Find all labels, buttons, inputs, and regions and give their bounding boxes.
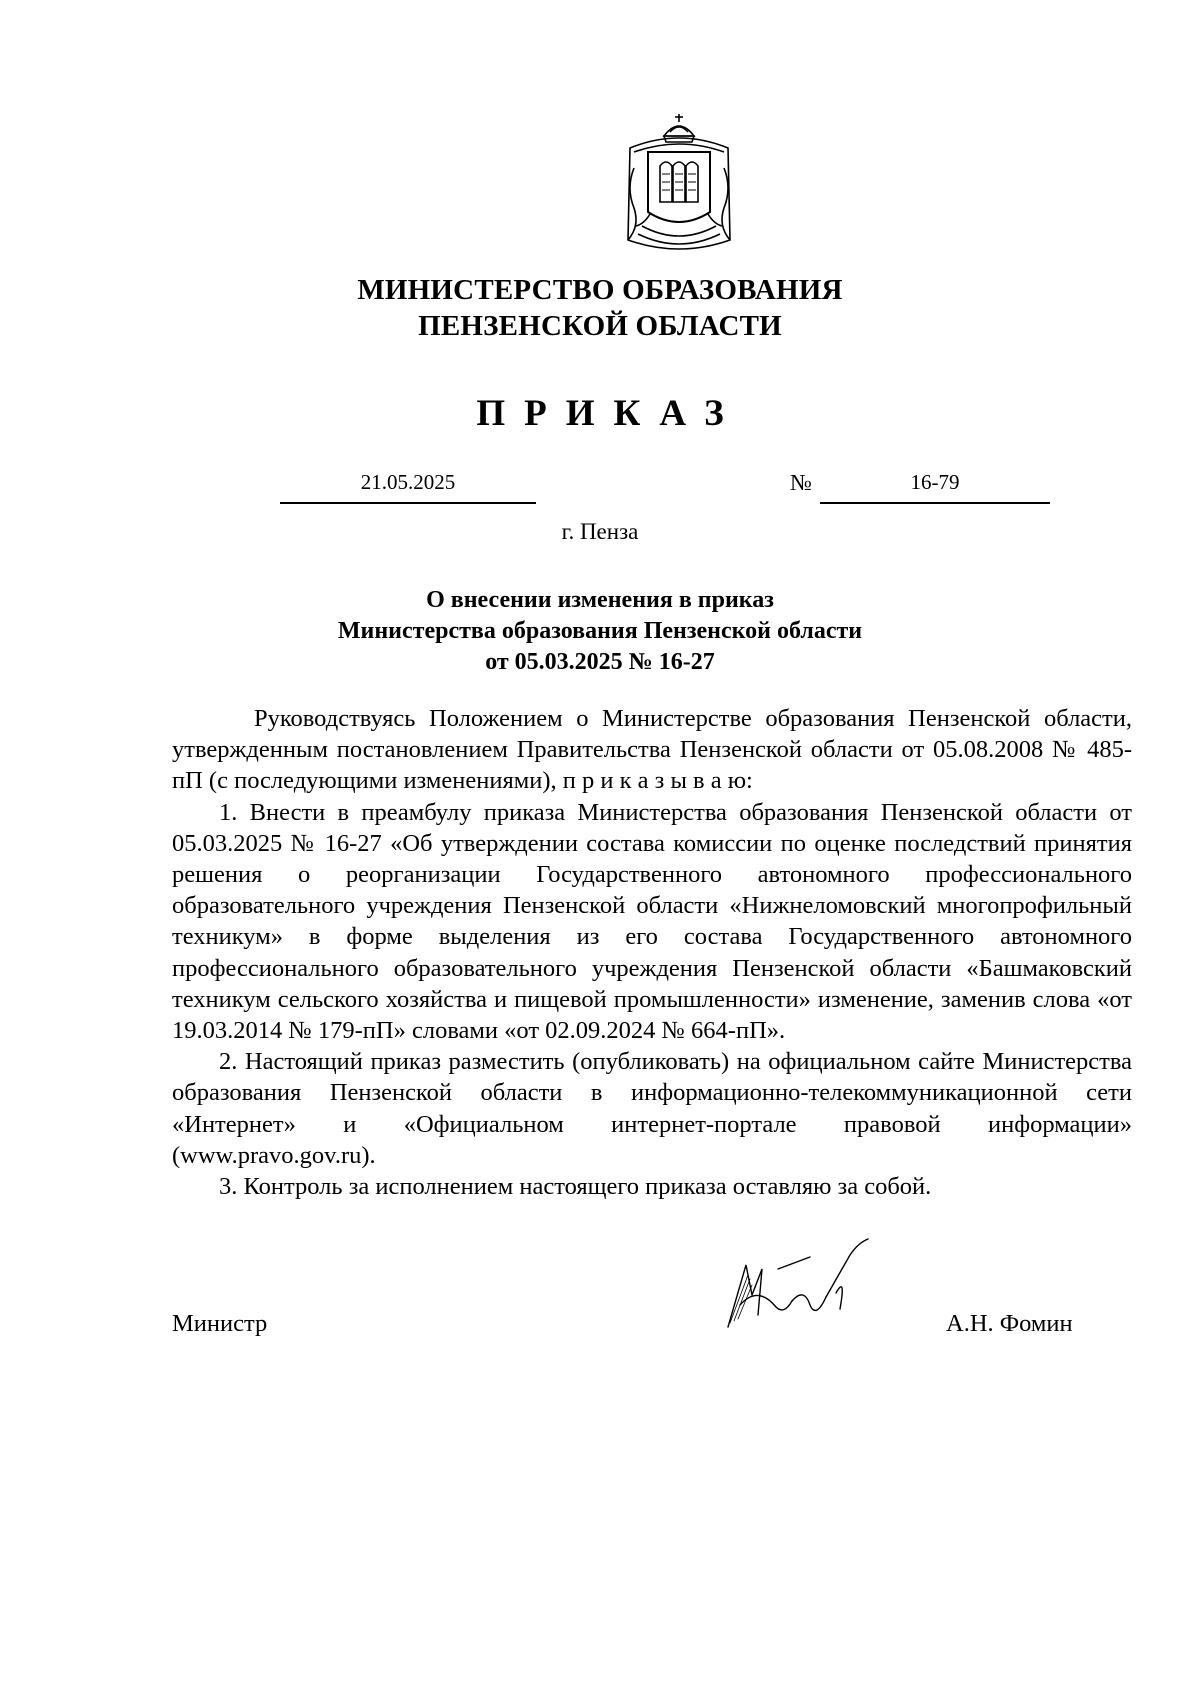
subject-line1: О внесении изменения в приказ bbox=[426, 587, 774, 613]
document-subject bbox=[0, 585, 1200, 678]
subject-line3: от 05.03.2025 № 16-27 bbox=[485, 649, 715, 675]
signer-position: Министр bbox=[172, 1310, 268, 1337]
order-item-2: 2. Настоящий приказ разместить (опубликовать) на официальном сайте Министерства образования Пензенской области в информационно-телекоммуникационной сети «Интернет» и «Официальном интернет-портале правовой информации» (www.pravo.gov.ru). bbox=[172, 1048, 1132, 1169]
signer-name: А.Н. Фомин bbox=[946, 1310, 1073, 1337]
number-underline bbox=[820, 502, 1050, 504]
ministry-name-line1: МИНИСТЕРСТВО ОБРАЗОВАНИЯ bbox=[357, 274, 843, 306]
document-city: г. Пенза bbox=[561, 519, 639, 544]
order-item-1: 1. Внести в преамбулу приказа Министерства образования Пензенской области от 05.03.2025 № 16-27 «Об утверждении состава комиссии по оценке последствий принятия решения о реорганизации Государственного автономного профессионального образовательного учреждения Пензенской области «Нижнеломовский многопрофильный техникум» в форме выделения из его состава Государственного автономного профессионального образовательного учреждения Пензенской области «Башмаковский техникум сельского хозяйства и пищевой промышленности» изменение, заменив слова «от 19.03.2014 № 179-пП» словами «от 02.09.2024 № 664-пП». bbox=[172, 798, 1132, 1045]
number-sign: № bbox=[790, 470, 812, 495]
ministry-name bbox=[0, 272, 1200, 344]
date-underline bbox=[280, 502, 536, 504]
coat-of-arms-icon bbox=[620, 108, 738, 256]
order-item-3: 3. Контроль за исполнением настоящего приказа оставляю за собой. bbox=[219, 1173, 932, 1201]
ministry-name-line2: ПЕНЗЕНСКОЙ ОБЛАСТИ bbox=[418, 310, 782, 342]
document-body bbox=[172, 703, 1132, 1202]
handwritten-signature-icon bbox=[718, 1235, 888, 1335]
document-type-title: ПРИКАЗ bbox=[476, 393, 743, 434]
subject-line2: Министерства образования Пензенской области bbox=[337, 618, 863, 644]
document-number: 16-79 bbox=[910, 470, 960, 494]
preamble-paragraph: Руководствуясь Положением о Министерстве образования Пензенской области, утвержденным постановлением Правительства Пензенской области от 05.08.2008 № 485-пП (с последующими изменениями), п р и к а з ы в а ю: bbox=[172, 705, 1132, 795]
document-date: 21.05.2025 bbox=[360, 470, 456, 494]
